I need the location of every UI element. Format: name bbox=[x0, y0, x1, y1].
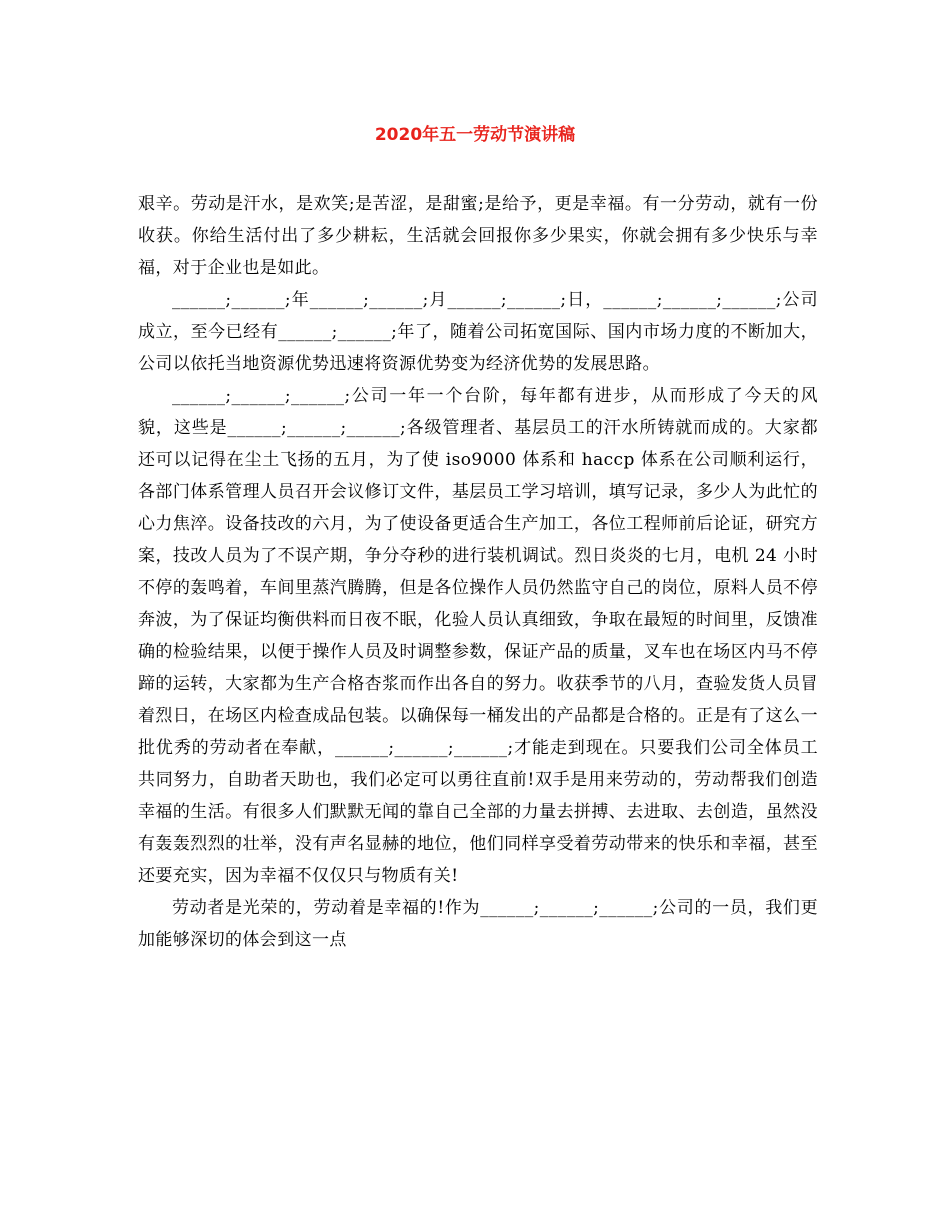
document-body bbox=[138, 188, 818, 956]
paragraph-4: 劳动者是光荣的，劳动着是幸福的!作为______;______;______;公司的一员，我们更加能够深切的体会到这一点 bbox=[138, 898, 818, 950]
paragraph-1: 艰辛。劳动是汗水，是欢笑;是苦涩，是甜蜜;是给予，更是幸福。有一分劳动，就有一份收获。你给生活付出了多少耕耘，生活就会回报你多少果实，你就会拥有多少快乐与幸福，对于企业也是如此。 bbox=[138, 194, 818, 278]
document-title: 2020年五一劳动节演讲稿 bbox=[374, 125, 576, 145]
paragraph-2: ______;______;年______;______;月______;______;日，______;______;______;公司成立，至今已经有______;______;年了，随着公司拓宽国际、国内市场力度的不断加大，公司以依托当地资源优势迅速将资源优势变为经济优势的发展思路。 bbox=[138, 290, 818, 374]
paragraph-3: ______;______;______;公司一年一个台阶，每年都有进步，从而形成了今天的风貌，这些是______;______;______;各级管理者、基层员工的汗水所铸就而成的。大家都还可以记得在尘土飞扬的五月，为了使 iso9000 体系和 haccp 体系在公司顺利运行，各部门体系管理人员召开会议修订文件，基层员工学习培训，填写记录，多少人为此忙的心力焦淬。设备技改的六月，为了使设备更适合生产加工，各位工程师前后论证，研究方案，技改人员为了不误产期，争分夺秒的进行装机调试。烈日炎炎的七月，电机 24 小时不停的轰鸣着，车间里蒸汽腾腾，但是各位操作人员仍然监守自己的岗位，原料人员不停奔波，为了保证均衡供料而日夜不眠，化验人员认真细致，争取在最短的时间里，反馈准确的检验结果，以便于操作人员及时调整参数，保证产品的质量，叉车也在场区内马不停蹄的运转，大家都为生产合格杏浆而作出各自的努力。收获季节的八月，查验发货人员冒着烈日，在场区内检查成品包装。以确保每一桶发出的产品都是合格的。正是有了这么一批优秀的劳动者在奉献，______;______;______;才能走到现在。只要我们公司全体员工共同努力，自助者天助也，我们必定可以勇往直前!双手是用来劳动的，劳动帮我们创造幸福的生活。有很多人们默默无闻的靠自己全部的力量去拼搏、去进取、去创造，虽然没有轰轰烈烈的壮举，没有声名显赫的地位，他们同样享受着劳动带来的快乐和幸福，甚至还要充实，因为幸福不仅仅只与物质有关! bbox=[138, 386, 818, 886]
